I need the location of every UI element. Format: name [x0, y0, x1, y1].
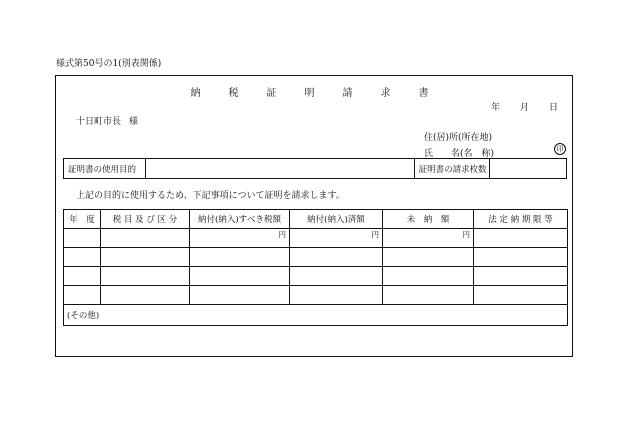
cell-deadline[interactable]: [474, 248, 568, 267]
cell-tax-category[interactable]: [101, 286, 190, 305]
cell-unpaid[interactable]: [383, 286, 474, 305]
table-row: [64, 267, 568, 286]
cell-amount-paid-unit[interactable]: 円: [290, 229, 383, 248]
applicant-block: [424, 128, 494, 160]
applicant-name-label: 氏 名(名 称): [424, 148, 495, 159]
header-amount-paid: 納付(納入)済額: [290, 210, 383, 229]
cell-amount-due[interactable]: [190, 286, 290, 305]
cell-deadline[interactable]: [474, 229, 568, 248]
header-amount-due: 納付(納入)すべき税額: [190, 210, 290, 229]
table-row: [64, 248, 568, 267]
cell-tax-category[interactable]: [101, 267, 190, 286]
date-year[interactable]: 年: [490, 103, 500, 113]
table-row: [64, 229, 568, 248]
table-row: [64, 286, 568, 305]
addressee-honorific: 様: [129, 117, 139, 127]
cell-deadline[interactable]: [474, 286, 568, 305]
form-title: 納 税 証 明 請 求 書: [190, 88, 438, 99]
header-year: 年 度: [64, 210, 101, 229]
cell-tax-category[interactable]: [101, 229, 190, 248]
cell-amount-due[interactable]: [190, 248, 290, 267]
cell-deadline[interactable]: [474, 267, 568, 286]
header-tax-category: 税 目 及 び 区 分: [101, 210, 190, 229]
other-field[interactable]: (その他): [64, 305, 568, 326]
cell-year[interactable]: [64, 267, 101, 286]
cell-unpaid[interactable]: [383, 267, 474, 286]
cell-unpaid-unit[interactable]: 円: [383, 229, 474, 248]
cell-amount-paid[interactable]: [290, 248, 383, 267]
request-statement: 上記の目的に使用するため、下記事項について証明を請求します。: [76, 191, 345, 201]
form-id: 様式第50号の1(別表関係): [56, 59, 162, 69]
cell-tax-category[interactable]: [101, 248, 190, 267]
header-unpaid: 未 納 額: [383, 210, 474, 229]
cell-year[interactable]: [64, 248, 101, 267]
purpose-row: [63, 158, 567, 179]
table-header-row: [64, 210, 568, 229]
date-month[interactable]: 月: [519, 103, 529, 113]
date-line: [491, 100, 558, 113]
count-field[interactable]: [490, 159, 566, 178]
cell-amount-paid[interactable]: [290, 286, 383, 305]
addressee: [76, 114, 138, 127]
cell-unpaid[interactable]: [383, 248, 474, 267]
tax-table: [63, 209, 568, 326]
count-label: 証明書の請求枚数: [415, 159, 491, 178]
purpose-label: 証明書の使用目的: [64, 159, 146, 178]
cell-amount-due-unit[interactable]: 円: [190, 229, 290, 248]
applicant-address-field[interactable]: [424, 128, 494, 144]
header-deadline: 法 定 納 期 限 等: [474, 210, 568, 229]
cell-amount-paid[interactable]: [290, 267, 383, 286]
cell-amount-due[interactable]: [190, 267, 290, 286]
applicant-address-label: 住(居)所(所在地): [424, 132, 493, 143]
date-day[interactable]: 日: [548, 103, 558, 113]
cell-year[interactable]: [64, 286, 101, 305]
form-frame: [55, 75, 573, 357]
purpose-field[interactable]: [146, 159, 415, 178]
addressee-name: 十日町市長: [76, 117, 122, 127]
seal-mark: 印: [554, 143, 566, 155]
other-row: [64, 305, 568, 326]
cell-year[interactable]: [64, 229, 101, 248]
